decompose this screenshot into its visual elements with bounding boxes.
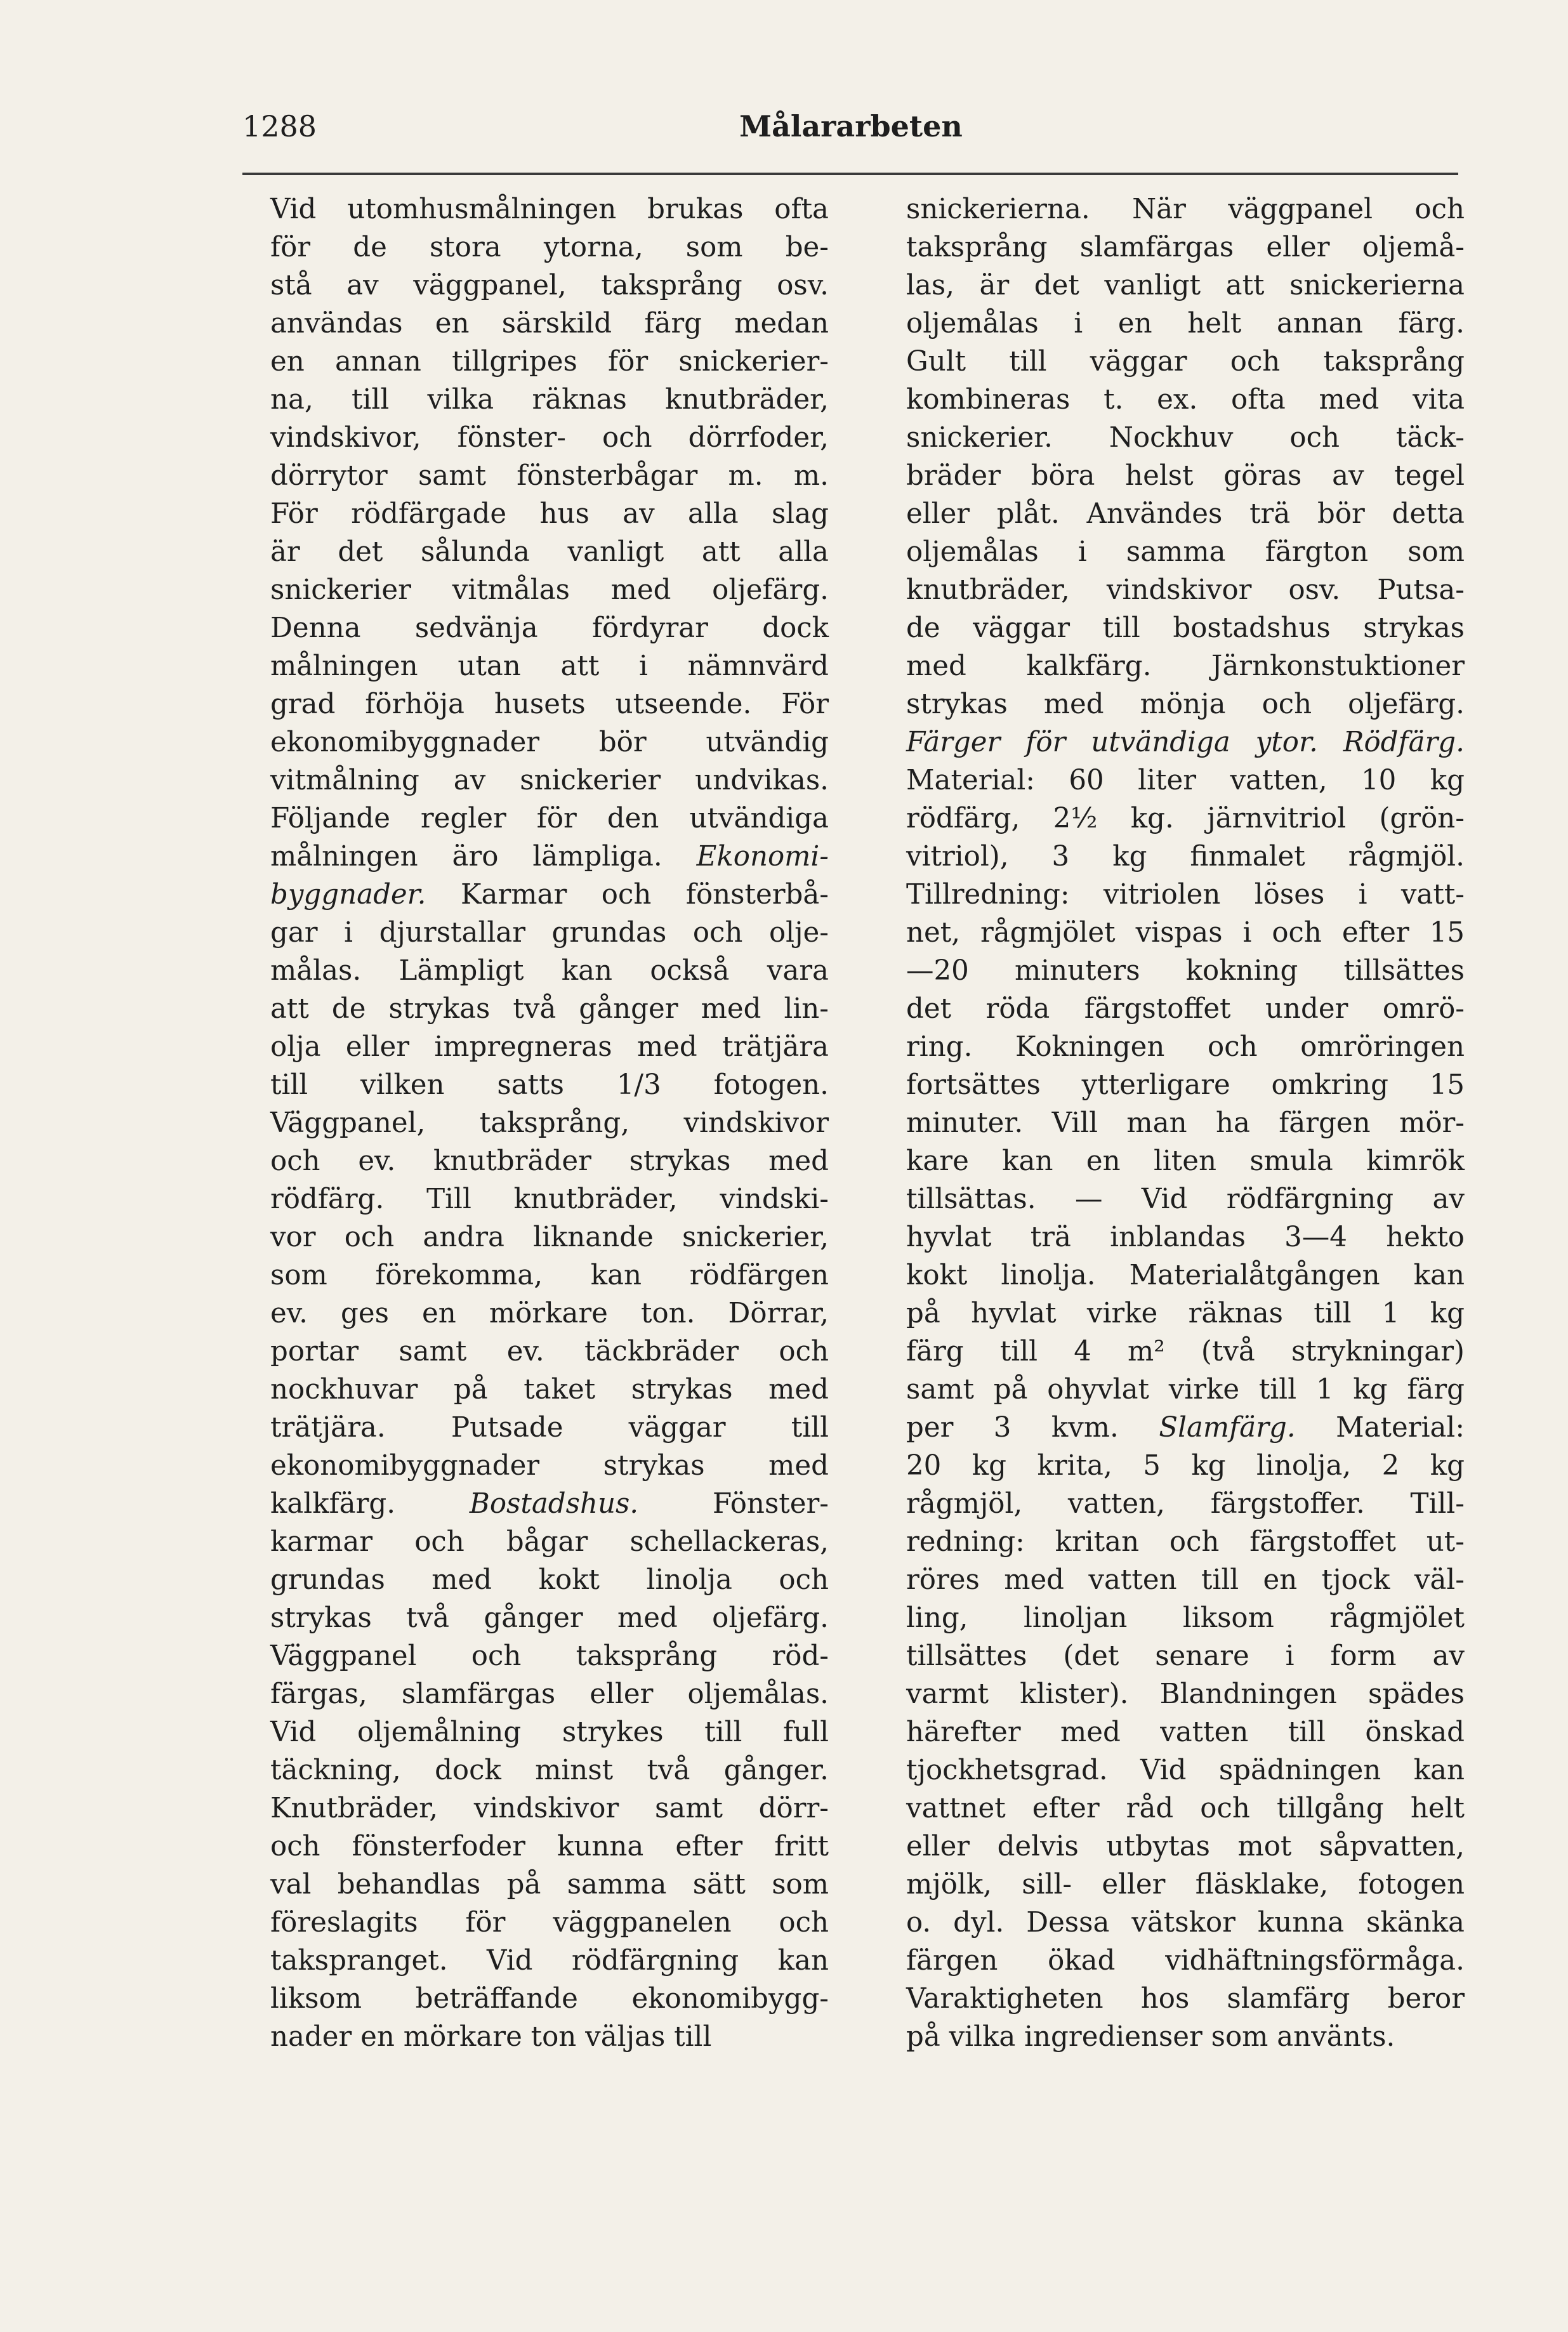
- line-text: mjölk, sill- eller fläsklake, fotogen: [906, 1869, 1465, 1901]
- text-line: [906, 723, 1465, 761]
- line-text: Väggpanel och taksprång röd-: [270, 1640, 829, 1672]
- line-text: för de stora ytorna, som be-: [270, 232, 829, 263]
- text-line: [270, 1447, 829, 1485]
- text-line: [270, 305, 829, 343]
- line-text: Gult till väggar och taksprång: [906, 346, 1465, 378]
- line-text: det röda färgstoffet under omrö-: [906, 993, 1465, 1025]
- text-line: [270, 1866, 829, 1904]
- text-line: [270, 495, 829, 533]
- line-text: olja eller impregneras med trätjära: [270, 1031, 829, 1063]
- text-line: [270, 1294, 829, 1333]
- line-text: För rödfärgade hus av alla slag: [270, 498, 829, 530]
- text-line: [906, 609, 1465, 647]
- text-line: [270, 1256, 829, 1294]
- line-text: eller plåt. Användes trä bör detta: [906, 498, 1465, 530]
- line-text: Följande regler för den utvändiga: [270, 803, 829, 834]
- line-text: färgas, slamfärgas eller oljemålas.: [270, 1678, 829, 1710]
- line-text: Denna sedvänja fördyrar dock: [270, 612, 829, 644]
- text-line: [270, 228, 829, 267]
- line-text: att de strykas två gånger med lin-: [270, 993, 829, 1025]
- text-line: [270, 1066, 829, 1104]
- line-text: vor och andra liknande snickerier,: [270, 1222, 829, 1253]
- line-text: kokt linolja. Materialåtgången kan: [906, 1260, 1465, 1291]
- line-text: tjockhetsgrad. Vid spädningen kan: [906, 1755, 1465, 1786]
- text-line: [270, 1523, 829, 1561]
- text-line: [270, 1599, 829, 1637]
- text-line: [906, 267, 1465, 305]
- text-line: [906, 1675, 1465, 1713]
- line-text: rödfärg. Till knutbräder, vindski-: [270, 1183, 829, 1215]
- text-line: [270, 419, 829, 457]
- right-text-column: [906, 190, 1465, 2056]
- line-text: Varaktigheten hos slamfärg beror: [906, 1983, 1465, 2015]
- text-line: [270, 1104, 829, 1142]
- text-line: [270, 533, 829, 571]
- line-text: Vid oljemålning strykes till full: [270, 1716, 829, 1748]
- text-line: [270, 1333, 829, 1371]
- line-text: nader en mörkare ton väljas till: [270, 2021, 712, 2053]
- line-text: vitmålning av snickerier undvikas.: [270, 765, 829, 796]
- line-text: kombineras t. ex. ofta med vita: [906, 384, 1465, 416]
- text-line: [906, 228, 1465, 267]
- line-text: minuter. Vill man ha färgen mör-: [906, 1107, 1465, 1139]
- text-line: [906, 1599, 1465, 1637]
- text-line: [906, 1256, 1465, 1294]
- line-text: vattnet efter råd och tillgång helt: [906, 1793, 1465, 1824]
- text-line: [270, 457, 829, 495]
- line-text: knutbräder, vindskivor osv. Putsa-: [906, 574, 1465, 606]
- text-line: [906, 838, 1465, 876]
- text-line: [906, 952, 1465, 990]
- text-line: [270, 647, 829, 685]
- text-line: [270, 1409, 829, 1447]
- line-text: med kalkfärg. Järnkonstuktioner: [906, 650, 1465, 682]
- text-line: [270, 952, 829, 990]
- text-line: [906, 1104, 1465, 1142]
- line-text: per 3 kvm.: [906, 1412, 1119, 1444]
- text-line: [906, 1028, 1465, 1066]
- text-line: [270, 1218, 829, 1256]
- text-line: [270, 1485, 829, 1523]
- line-text: trätjära. Putsade väggar till: [270, 1412, 829, 1444]
- line-text: snickerier vitmålas med oljefärg.: [270, 574, 829, 606]
- italic-heading: byggnader.: [270, 879, 426, 911]
- line-text: målas. Lämpligt kan också vara: [270, 955, 829, 987]
- line-text: röres med vatten till en tjock väl-: [906, 1564, 1465, 1596]
- text-line: [906, 800, 1465, 838]
- text-line: [906, 1789, 1465, 1828]
- text-line: [270, 838, 829, 876]
- text-line: [906, 381, 1465, 419]
- line-text: net, rågmjölet vispas i och efter 15: [906, 917, 1465, 949]
- text-line: [906, 876, 1465, 914]
- text-line: [906, 1294, 1465, 1333]
- line-text: eller delvis utbytas mot såpvatten,: [906, 1831, 1465, 1862]
- text-line: [906, 1980, 1465, 2018]
- text-line: [906, 647, 1465, 685]
- text-line: [270, 876, 829, 914]
- text-line: [270, 343, 829, 381]
- italic-heading: Färger för utvändiga ytor. Rödfärg.: [906, 727, 1465, 758]
- page-number: 1288: [242, 109, 317, 143]
- line-text: de väggar till bostadshus strykas: [906, 612, 1465, 644]
- text-line: [906, 190, 1465, 228]
- text-line: [270, 381, 829, 419]
- text-line: [906, 1409, 1465, 1447]
- line-text: Material:: [1295, 1412, 1465, 1444]
- line-text: kalkfärg.: [270, 1488, 396, 1520]
- text-line: [906, 1866, 1465, 1904]
- text-line: [270, 914, 829, 952]
- text-line: [270, 1751, 829, 1789]
- text-line: [270, 1637, 829, 1675]
- italic-heading: Slamfärg.: [1159, 1412, 1296, 1444]
- line-text: målningen utan att i nämnvärd: [270, 650, 829, 682]
- line-text: på hyvlat virke räknas till 1 kg: [906, 1298, 1465, 1329]
- line-text: vitriol), 3 kg finmalet rågmjöl.: [906, 841, 1465, 873]
- line-text: o. dyl. Dessa vätskor kunna skänka: [906, 1907, 1465, 1939]
- line-text: färgen ökad vidhäftningsförmåga.: [906, 1945, 1465, 1977]
- line-text: Vid utomhusmålningen brukas ofta: [270, 194, 829, 225]
- line-text: ev. ges en mörkare ton. Dörrar,: [270, 1298, 829, 1329]
- text-line: [270, 723, 829, 761]
- text-line: [906, 1828, 1465, 1866]
- text-line: [906, 990, 1465, 1028]
- line-text: Tillredning: vitriolen löses i vatt-: [906, 879, 1465, 911]
- text-line: [906, 1751, 1465, 1789]
- text-line: [906, 1333, 1465, 1371]
- line-text: gar i djurstallar grundas och olje-: [270, 917, 829, 949]
- italic-heading: Bostadshus.: [469, 1488, 639, 1520]
- italic-heading: Ekonomi-: [696, 841, 829, 873]
- line-text: dörrytor samt fönsterbågar m. m.: [270, 460, 829, 492]
- text-line: [270, 609, 829, 647]
- line-text: ekonomibyggnader strykas med: [270, 1450, 829, 1482]
- line-text: oljemålas i samma färgton som: [906, 536, 1465, 568]
- left-text-column: [270, 190, 829, 2056]
- line-text: rödfärg, 2½ kg. järnvitriol (grön-: [906, 803, 1465, 834]
- line-text: stå av väggpanel, taksprång osv.: [270, 270, 829, 301]
- text-line: [270, 1942, 829, 1980]
- line-text: bräder böra helst göras av tegel: [906, 460, 1465, 492]
- text-line: [906, 1904, 1465, 1942]
- text-line: [270, 1789, 829, 1828]
- line-text: 20 kg krita, 5 kg linolja, 2 kg: [906, 1450, 1465, 1482]
- text-line: [906, 1180, 1465, 1218]
- text-line: [270, 1561, 829, 1599]
- text-line: [270, 2018, 829, 2056]
- text-line: [270, 685, 829, 723]
- text-line: [906, 457, 1465, 495]
- text-line: [270, 761, 829, 800]
- line-text: ling, linoljan liksom rågmjölet: [906, 1602, 1465, 1634]
- text-line: [906, 1942, 1465, 1980]
- line-text: redning: kritan och färgstoffet ut-: [906, 1526, 1465, 1558]
- text-line: [906, 2018, 1465, 2056]
- line-text: rågmjöl, vatten, färgstoffer. Till-: [906, 1488, 1465, 1520]
- text-line: [906, 1713, 1465, 1751]
- line-text: snickerierna. När väggpanel och: [906, 194, 1465, 225]
- text-line: [270, 990, 829, 1028]
- line-text: portar samt ev. täckbräder och: [270, 1336, 829, 1367]
- text-line: [270, 1180, 829, 1218]
- line-text: härefter med vatten till önskad: [906, 1716, 1465, 1748]
- line-text: Material: 60 liter vatten, 10 kg: [906, 765, 1465, 796]
- line-text: strykas två gånger med oljefärg.: [270, 1602, 829, 1634]
- line-text: ekonomibyggnader bör utvändig: [270, 727, 829, 758]
- text-line: [906, 305, 1465, 343]
- text-line: [270, 190, 829, 228]
- text-line: [270, 1904, 829, 1942]
- text-line: [270, 1028, 829, 1066]
- line-text: en annan tillgripes för snickerier-: [270, 346, 829, 378]
- text-line: [906, 1218, 1465, 1256]
- line-text: grad förhöja husets utseende. För: [270, 688, 829, 720]
- text-line: [906, 495, 1465, 533]
- line-text: takspranget. Vid rödfärgning kan: [270, 1945, 829, 1977]
- line-text: till vilken satts 1/3 fotogen.: [270, 1069, 829, 1101]
- text-line: [906, 1142, 1465, 1180]
- line-text: på vilka ingredienser som använts.: [906, 2021, 1395, 2053]
- line-text: varmt klister). Blandningen spädes: [906, 1678, 1465, 1710]
- text-line: [906, 1561, 1465, 1599]
- line-text: hyvlat trä inblandas 3—4 hekto: [906, 1222, 1465, 1253]
- line-text: val behandlas på samma sätt som: [270, 1869, 829, 1901]
- line-text: täckning, dock minst två gånger.: [270, 1755, 829, 1786]
- line-text: liksom beträffande ekonomibygg-: [270, 1983, 829, 2015]
- text-line: [906, 1637, 1465, 1675]
- line-text: vindskivor, fönster- och dörrfoder,: [270, 422, 829, 454]
- text-line: [906, 1371, 1465, 1409]
- running-title: Målararbeten: [739, 109, 963, 143]
- text-line: [906, 533, 1465, 571]
- line-text: nockhuvar på taket strykas med: [270, 1374, 829, 1406]
- line-text: snickerier. Nockhuv och täck-: [906, 422, 1465, 454]
- line-text: karmar och bågar schellackeras,: [270, 1526, 829, 1558]
- text-line: [906, 761, 1465, 800]
- text-line: [906, 1447, 1465, 1485]
- line-text: användas en särskild färg medan: [270, 308, 829, 339]
- text-line: [270, 1713, 829, 1751]
- line-text: samt på ohyvlat virke till 1 kg färg: [906, 1374, 1465, 1406]
- line-text: oljemålas i en helt annan färg.: [906, 308, 1465, 339]
- line-text: är det sålunda vanligt att alla: [270, 536, 829, 568]
- line-text: kare kan en liten smula kimrök: [906, 1145, 1465, 1177]
- line-text: och fönsterfoder kunna efter fritt: [270, 1831, 829, 1862]
- text-line: [270, 1371, 829, 1409]
- text-line: [270, 1828, 829, 1866]
- text-line: [906, 1485, 1465, 1523]
- header-rule: [242, 173, 1458, 175]
- text-line: [906, 914, 1465, 952]
- page-header: [242, 109, 1459, 160]
- line-text: som förekomma, kan rödfärgen: [270, 1260, 829, 1291]
- text-line: [270, 1980, 829, 2018]
- line-text: föreslagits för väggpanelen och: [270, 1907, 829, 1939]
- text-line: [906, 571, 1465, 609]
- line-text: Karmar och fönsterbå-: [426, 879, 829, 911]
- text-line: [270, 1675, 829, 1713]
- line-text: Knutbräder, vindskivor samt dörr-: [270, 1793, 829, 1824]
- line-text: Väggpanel, taksprång, vindskivor: [270, 1107, 829, 1139]
- text-line: [270, 571, 829, 609]
- line-text: och ev. knutbräder strykas med: [270, 1145, 829, 1177]
- text-line: [906, 1523, 1465, 1561]
- line-text: —20 minuters kokning tillsättes: [906, 955, 1465, 987]
- line-text: fortsättes ytterligare omkring 15: [906, 1069, 1465, 1101]
- text-line: [270, 1142, 829, 1180]
- line-text: na, till vilka räknas knutbräder,: [270, 384, 829, 416]
- line-text: Fönster-: [638, 1488, 829, 1520]
- line-text: ring. Kokningen och omröringen: [906, 1031, 1465, 1063]
- line-text: tillsättas. — Vid rödfärgning av: [906, 1183, 1465, 1215]
- text-line: [906, 1066, 1465, 1104]
- line-text: taksprång slamfärgas eller oljemå-: [906, 232, 1465, 263]
- line-text: las, är det vanligt att snickerierna: [906, 270, 1465, 301]
- line-text: strykas med mönja och oljefärg.: [906, 688, 1465, 720]
- text-line: [906, 685, 1465, 723]
- line-text: målningen äro lämpliga.: [270, 841, 662, 873]
- text-line: [906, 419, 1465, 457]
- line-text: färg till 4 m² (två strykningar): [906, 1336, 1465, 1367]
- line-text: tillsättes (det senare i form av: [906, 1640, 1465, 1672]
- text-line: [270, 267, 829, 305]
- text-line: [270, 800, 829, 838]
- text-line: [906, 343, 1465, 381]
- line-text: grundas med kokt linolja och: [270, 1564, 829, 1596]
